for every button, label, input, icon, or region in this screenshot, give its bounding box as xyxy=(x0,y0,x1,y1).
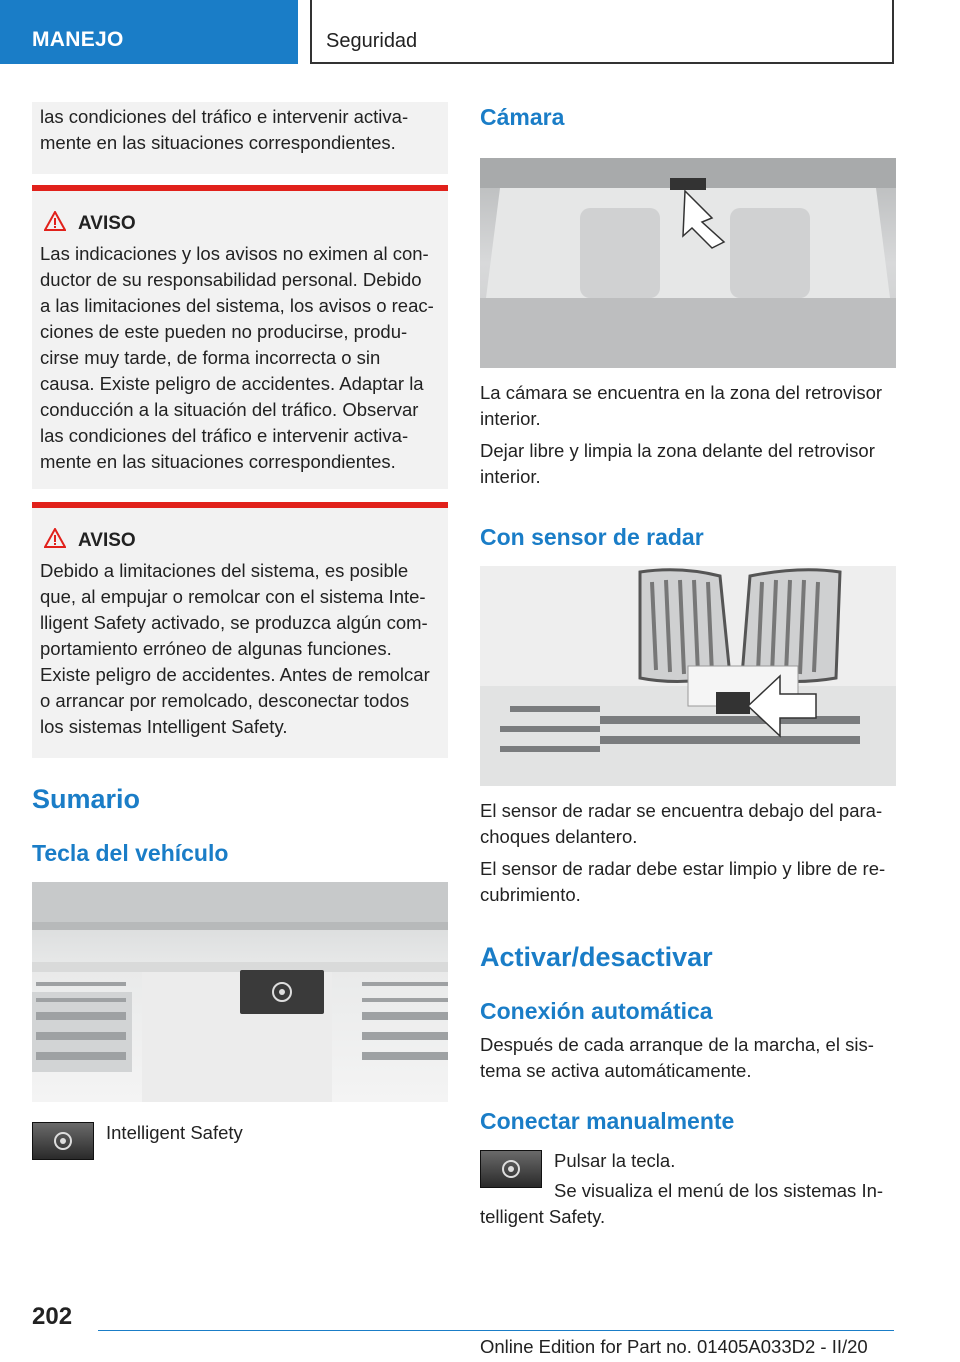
radar-heading: Con sensor de radar xyxy=(480,524,704,550)
activar-heading: Activar/desactivar xyxy=(480,942,713,972)
radar-photo xyxy=(480,566,896,786)
warning2-line: que, al empujar o remolcar con el sistema Inte- xyxy=(40,586,426,607)
auto-heading: Conexión automática xyxy=(480,998,713,1024)
radar-line: El sensor de radar debe estar limpio y libre de re- xyxy=(480,858,886,879)
edition-text: Online Edition for Part no. 01405A033D2 - II/20 xyxy=(480,1336,868,1357)
camara-line: La cámara se encuentra en la zona del retrovisor xyxy=(480,382,883,403)
camera-photo xyxy=(480,158,896,368)
intro-box xyxy=(32,102,448,174)
manual-result-cont: telligent Safety. xyxy=(480,1206,606,1227)
warning2-line: lligent Safety activado, se produzca algún com- xyxy=(40,612,428,633)
page-number: 202 xyxy=(32,1303,73,1330)
footer-divider xyxy=(98,1330,894,1331)
warning-box-1 xyxy=(32,191,448,489)
warning1-line: a las limitaciones del sistema, los avisos o reac- xyxy=(40,295,434,316)
warning-box-2 xyxy=(32,508,448,758)
warning-title-1: AVISO xyxy=(78,213,136,234)
radar-line: choques delantero. xyxy=(480,826,638,847)
warning1-line: causa. Existe peligro de accidentes. Adaptar la xyxy=(40,373,424,394)
dashboard-button-photo xyxy=(32,882,448,1102)
warning2-line: Debido a limitaciones del sistema, es posible xyxy=(40,560,409,581)
warning-triangle-icon xyxy=(44,528,66,548)
intro-line-1: las condiciones del tráfico e intervenir activa- xyxy=(40,106,409,127)
warning1-line: Las indicaciones y los avisos no eximen al con- xyxy=(40,243,429,264)
radar-line: cubrimiento. xyxy=(480,884,581,905)
manual-result: Se visualiza el menú de los sistemas In- xyxy=(554,1180,884,1201)
warning1-line: las condiciones del tráfico e intervenir activa- xyxy=(40,425,409,446)
section-title: MANEJO xyxy=(32,28,124,51)
warning1-line: cirse muy tarde, de forma incorrecta o sin xyxy=(40,347,381,368)
intelligent-safety-button-icon xyxy=(480,1150,542,1188)
warning1-line: mente en las situaciones correspondientes. xyxy=(40,451,396,472)
tecla-heading: Tecla del vehículo xyxy=(32,840,229,866)
camara-line: interior. xyxy=(480,408,541,429)
camara-line: Dejar libre y limpia la zona delante del retrovisor xyxy=(480,440,875,461)
chapter-title: Seguridad xyxy=(326,30,418,52)
warning-triangle-icon xyxy=(44,211,66,231)
warning1-line: conducción a la situación del tráfico. Observar xyxy=(40,399,419,420)
warning2-line: Existe peligro de accidentes. Antes de remolcar xyxy=(40,664,430,685)
camara-line: interior. xyxy=(480,466,541,487)
sumario-heading: Sumario xyxy=(32,784,141,814)
warning-title-2: AVISO xyxy=(78,530,136,551)
auto-line: Después de cada arranque de la marcha, el sis- xyxy=(480,1034,874,1055)
warning2-line: los sistemas Intelligent Safety. xyxy=(40,716,288,737)
intro-line-2: mente en las situaciones correspondientes. xyxy=(40,132,396,153)
section-tab xyxy=(0,0,298,64)
camara-heading: Cámara xyxy=(480,104,565,130)
warning1-line: ciones de este pueden no producirse, produ- xyxy=(40,321,408,342)
warning2-line: o arrancar por remolcado, desconectar todos xyxy=(40,690,410,711)
warning1-line: ductor de su responsabilidad personal. Debido xyxy=(40,269,422,290)
intelligent-safety-button-icon xyxy=(32,1122,94,1160)
icon-label: Intelligent Safety xyxy=(106,1122,243,1143)
chapter-header xyxy=(310,0,894,64)
radar-line: El sensor de radar se encuentra debajo del para- xyxy=(480,800,883,821)
warning2-line: portamiento erróneo de algunas funciones. xyxy=(40,638,392,659)
auto-line: tema se activa automáticamente. xyxy=(480,1060,752,1081)
manual-step: Pulsar la tecla. xyxy=(554,1150,676,1171)
manual-heading: Conectar manualmente xyxy=(480,1108,735,1134)
